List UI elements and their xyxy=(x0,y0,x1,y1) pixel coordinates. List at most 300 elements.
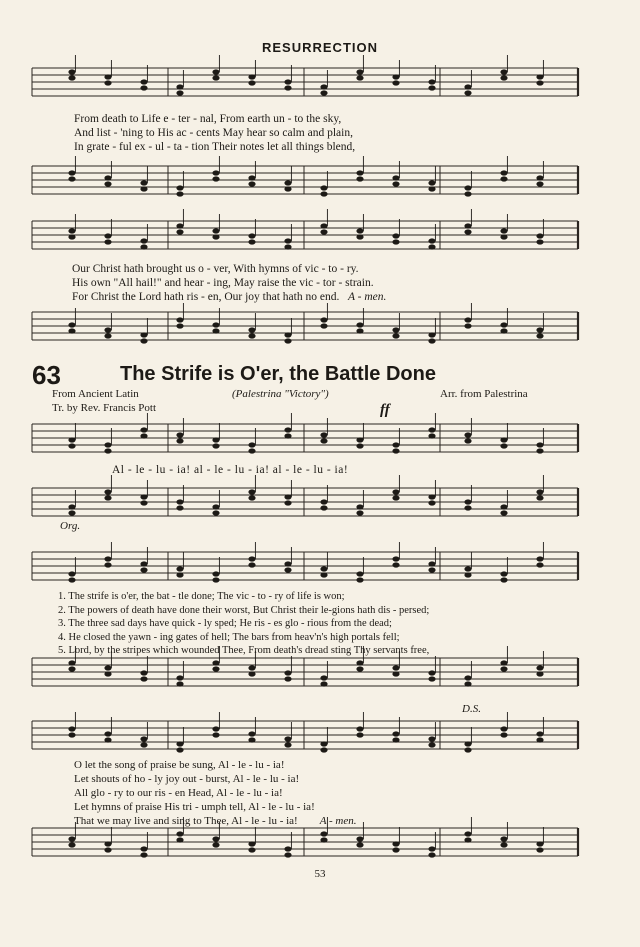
note-head xyxy=(500,571,507,576)
amen-label: A - men. xyxy=(319,815,357,827)
note-head xyxy=(176,675,183,680)
note-head xyxy=(320,747,327,752)
lyric-line: And list - 'ning to His ac - cents May hear so calm and plain, xyxy=(74,127,353,139)
note-head xyxy=(500,510,507,515)
note-head xyxy=(212,732,219,737)
note-head xyxy=(212,170,219,175)
note-head xyxy=(176,438,183,443)
note-head xyxy=(68,842,75,847)
note-head xyxy=(392,233,399,238)
note-head xyxy=(212,228,219,233)
note-head xyxy=(428,180,435,185)
note-head xyxy=(536,442,543,447)
note-head xyxy=(500,842,507,847)
bass-staff-4 xyxy=(32,652,578,692)
note-head xyxy=(356,437,363,442)
note-head xyxy=(68,510,75,515)
note-head xyxy=(320,84,327,89)
note-head xyxy=(248,74,255,79)
note-head xyxy=(248,333,255,338)
treble-staff-1 xyxy=(32,62,578,102)
note-head xyxy=(428,186,435,191)
note-head xyxy=(392,80,399,85)
note-head xyxy=(428,500,435,505)
note-head xyxy=(536,74,543,79)
note-head xyxy=(428,332,435,337)
note-head xyxy=(104,495,111,500)
note-head xyxy=(500,726,507,731)
note-head xyxy=(500,176,507,181)
note-head xyxy=(356,176,363,181)
note-head xyxy=(140,186,147,191)
note-head xyxy=(356,75,363,80)
note-head xyxy=(248,175,255,180)
note-head xyxy=(104,665,111,670)
note-head xyxy=(212,437,219,442)
note-head xyxy=(104,556,111,561)
note-head xyxy=(320,323,327,328)
note-head xyxy=(176,837,183,842)
lyric-line: Our Christ hath brought us o - ver, With hymns of vic - to - ry. xyxy=(72,263,359,275)
note-head xyxy=(464,317,471,322)
note-head xyxy=(464,572,471,577)
note-head xyxy=(428,670,435,675)
note-head xyxy=(428,79,435,84)
note-head xyxy=(320,681,327,686)
note-head xyxy=(212,571,219,576)
verse-line: 3. The three sad days have quick - ly sped; He ris - es glo - rious from the dead; xyxy=(58,618,392,629)
note-head xyxy=(140,427,147,432)
note-head xyxy=(320,499,327,504)
note-head xyxy=(248,489,255,494)
note-head xyxy=(536,731,543,736)
note-head xyxy=(68,666,75,671)
note-head xyxy=(140,736,147,741)
note-head xyxy=(248,665,255,670)
note-head xyxy=(500,170,507,175)
note-head xyxy=(68,75,75,80)
note-head xyxy=(356,732,363,737)
note-head xyxy=(536,233,543,238)
note-head xyxy=(284,567,291,572)
note-head xyxy=(500,322,507,327)
ds-marking: D.S. xyxy=(462,703,481,715)
note-head xyxy=(320,229,327,234)
note-head xyxy=(536,489,543,494)
alleluia-line: Al - le - lu - ia! al - le - lu - ia! al - le - lu - ia! xyxy=(112,464,349,476)
note-head xyxy=(140,433,147,438)
note-head xyxy=(104,671,111,676)
lyric-line: In grate - ful ex - ul - ta - tion Their notes let all things blend, xyxy=(74,141,356,153)
note-head xyxy=(248,671,255,676)
note-head xyxy=(428,561,435,566)
note-head xyxy=(536,737,543,742)
note-head xyxy=(140,85,147,90)
note-head xyxy=(176,223,183,228)
note-head xyxy=(284,742,291,747)
note-head xyxy=(104,442,111,447)
note-head xyxy=(284,561,291,566)
note-head xyxy=(212,577,219,582)
note-head xyxy=(500,328,507,333)
note-head xyxy=(500,234,507,239)
note-head xyxy=(536,327,543,332)
note-head xyxy=(500,660,507,665)
note-head xyxy=(68,234,75,239)
lyrics-block-1 xyxy=(74,112,614,154)
note-head xyxy=(284,186,291,191)
arranger-credit: Arr. from Palestrina xyxy=(440,388,528,400)
note-head xyxy=(464,499,471,504)
note-head xyxy=(356,842,363,847)
note-head xyxy=(320,572,327,577)
note-head xyxy=(320,566,327,571)
note-head xyxy=(428,427,435,432)
refrain-line: All glo - ry to our ris - en Head, Al - le - lu - ia! xyxy=(74,787,283,799)
refrain-line: O let the song of praise be sung, Al - le - lu - ia! xyxy=(74,759,285,771)
note-head xyxy=(104,181,111,186)
bass-staff-3 xyxy=(32,482,578,522)
note-head xyxy=(356,726,363,731)
note-head xyxy=(212,75,219,80)
note-head xyxy=(248,80,255,85)
section-header: RESURRECTION xyxy=(261,40,378,55)
note-head xyxy=(284,85,291,90)
note-head xyxy=(248,181,255,186)
note-head xyxy=(356,666,363,671)
note-head xyxy=(536,671,543,676)
note-head xyxy=(428,494,435,499)
note-head xyxy=(68,577,75,582)
note-head xyxy=(428,433,435,438)
note-head xyxy=(428,244,435,249)
verse-line: 4. He closed the yawn - ing gates of hell; The bars from heav'n's high portals fell; xyxy=(58,631,400,643)
note-head xyxy=(140,852,147,857)
note-head xyxy=(176,572,183,577)
note-head xyxy=(320,432,327,437)
note-head xyxy=(320,837,327,842)
note-head xyxy=(536,80,543,85)
note-head xyxy=(464,223,471,228)
note-head xyxy=(212,443,219,448)
note-head xyxy=(464,831,471,836)
note-head xyxy=(104,233,111,238)
note-head xyxy=(428,846,435,851)
refrain-line: Let shouts of ho - ly joy out - burst, Al - le - lu - ia! xyxy=(74,773,300,785)
note-head xyxy=(284,500,291,505)
note-head xyxy=(464,741,471,746)
note-head xyxy=(68,443,75,448)
note-head xyxy=(140,846,147,851)
note-head xyxy=(464,229,471,234)
note-head xyxy=(68,660,75,665)
note-head xyxy=(284,494,291,499)
note-head xyxy=(68,732,75,737)
treble-staff-5 xyxy=(32,715,578,755)
note-head xyxy=(248,239,255,244)
hymn-number: 63 xyxy=(32,360,61,390)
note-head xyxy=(356,322,363,327)
note-head xyxy=(392,74,399,79)
note-head xyxy=(212,322,219,327)
note-head xyxy=(68,328,75,333)
note-head xyxy=(392,562,399,567)
note-head xyxy=(356,228,363,233)
note-head xyxy=(392,239,399,244)
note-head xyxy=(104,841,111,846)
note-head xyxy=(356,571,363,576)
note-head xyxy=(428,736,435,741)
note-head xyxy=(140,561,147,566)
note-head xyxy=(356,836,363,841)
note-head xyxy=(104,175,111,180)
note-head xyxy=(464,505,471,510)
note-head xyxy=(248,495,255,500)
note-head xyxy=(284,676,291,681)
note-head xyxy=(212,836,219,841)
refrain-block xyxy=(74,758,614,828)
note-head xyxy=(392,327,399,332)
note-head xyxy=(536,448,543,453)
note-head xyxy=(68,69,75,74)
note-head xyxy=(176,185,183,190)
page-number: 53 xyxy=(314,868,326,880)
note-head xyxy=(284,244,291,249)
note-head xyxy=(500,577,507,582)
note-head xyxy=(248,731,255,736)
note-head xyxy=(104,333,111,338)
note-head xyxy=(176,323,183,328)
note-head xyxy=(500,228,507,233)
note-head xyxy=(536,333,543,338)
organ-label: Org. xyxy=(60,520,81,532)
note-head xyxy=(500,732,507,737)
lyric-line: From death to Life e - ter - nal, From earth un - to the sky, xyxy=(74,113,342,125)
note-head xyxy=(356,510,363,515)
note-head xyxy=(392,556,399,561)
note-head xyxy=(104,731,111,736)
note-head xyxy=(536,841,543,846)
note-head xyxy=(140,670,147,675)
note-head xyxy=(392,442,399,447)
note-head xyxy=(104,847,111,852)
note-head xyxy=(428,567,435,572)
note-head xyxy=(356,660,363,665)
treble-staff-4 xyxy=(32,546,578,586)
note-head xyxy=(212,234,219,239)
verse-line: 1. The strife is o'er, the bat - tle done; The vic - to - ry of life is won; xyxy=(58,591,345,602)
note-head xyxy=(140,494,147,499)
note-head xyxy=(212,510,219,515)
note-head xyxy=(428,742,435,747)
note-head xyxy=(212,69,219,74)
note-head xyxy=(248,737,255,742)
note-head xyxy=(536,239,543,244)
note-head xyxy=(212,666,219,671)
note-head xyxy=(392,448,399,453)
note-head xyxy=(176,747,183,752)
note-head xyxy=(140,79,147,84)
note-head xyxy=(428,676,435,681)
refrain-line: Let hymns of praise His tri - umph tell, Al - le - lu - ia! xyxy=(74,801,315,813)
note-head xyxy=(356,328,363,333)
hymn-title: The Strife is O'er, the Battle Done xyxy=(120,363,436,385)
note-head xyxy=(464,438,471,443)
note-head xyxy=(284,180,291,185)
note-head xyxy=(284,433,291,438)
note-head xyxy=(320,185,327,190)
note-head xyxy=(428,852,435,857)
note-head xyxy=(428,85,435,90)
note-head xyxy=(536,495,543,500)
note-head xyxy=(248,448,255,453)
note-head xyxy=(68,571,75,576)
note-head xyxy=(176,681,183,686)
note-head xyxy=(104,489,111,494)
verse-line: 5. Lord, by the stripes which wounded Thee, From death's dread sting Thy servants free, xyxy=(58,645,430,656)
note-head xyxy=(176,432,183,437)
note-head xyxy=(320,191,327,196)
note-head xyxy=(140,238,147,243)
treble-staff-3 xyxy=(32,418,578,458)
note-head xyxy=(248,556,255,561)
note-head xyxy=(284,427,291,432)
note-head xyxy=(356,504,363,509)
note-head xyxy=(464,323,471,328)
note-head xyxy=(356,443,363,448)
note-head xyxy=(248,847,255,852)
note-head xyxy=(392,489,399,494)
note-head xyxy=(176,741,183,746)
note-head xyxy=(500,437,507,442)
note-head xyxy=(140,338,147,343)
note-head xyxy=(536,665,543,670)
note-head xyxy=(464,681,471,686)
note-head xyxy=(248,442,255,447)
note-head xyxy=(536,556,543,561)
note-head xyxy=(104,448,111,453)
note-head xyxy=(356,577,363,582)
note-head xyxy=(212,176,219,181)
note-head xyxy=(68,176,75,181)
note-head xyxy=(212,726,219,731)
lyric-line: For Christ the Lord hath ris - en, Our joy that hath no end. A - men. xyxy=(72,291,387,303)
note-head xyxy=(320,438,327,443)
note-head xyxy=(68,836,75,841)
note-head xyxy=(104,80,111,85)
note-head xyxy=(140,742,147,747)
note-head xyxy=(104,239,111,244)
bass-staff-2 xyxy=(32,306,578,346)
note-head xyxy=(320,741,327,746)
note-head xyxy=(356,234,363,239)
note-head xyxy=(392,665,399,670)
note-head xyxy=(248,562,255,567)
note-head xyxy=(392,737,399,742)
treble-staff-2 xyxy=(32,215,578,255)
note-head xyxy=(176,84,183,89)
note-head xyxy=(320,90,327,95)
note-head xyxy=(140,676,147,681)
note-head xyxy=(104,74,111,79)
verse-line: 2. The powers of death have done their worst, But Christ their le-gions hath dis - persed; xyxy=(58,604,430,616)
note-head xyxy=(176,499,183,504)
note-head xyxy=(500,504,507,509)
note-head xyxy=(356,170,363,175)
source-credit: From Ancient Latin xyxy=(52,388,139,400)
note-head xyxy=(464,837,471,842)
note-head xyxy=(464,566,471,571)
note-head xyxy=(464,191,471,196)
note-head xyxy=(284,736,291,741)
note-head xyxy=(140,567,147,572)
note-head xyxy=(536,847,543,852)
note-head xyxy=(176,831,183,836)
note-head xyxy=(500,69,507,74)
note-head xyxy=(464,90,471,95)
refrain-line: That we may live and sing to Thee, Al - le - lu - ia! A - men. xyxy=(74,815,357,827)
note-head xyxy=(212,842,219,847)
note-head xyxy=(68,322,75,327)
note-head xyxy=(284,338,291,343)
note-head xyxy=(284,852,291,857)
note-head xyxy=(140,180,147,185)
note-head xyxy=(68,170,75,175)
note-head xyxy=(176,229,183,234)
note-head xyxy=(176,317,183,322)
tune-name: (Palestrina "Victory") xyxy=(232,388,329,400)
note-head xyxy=(500,836,507,841)
note-head xyxy=(356,69,363,74)
note-head xyxy=(500,666,507,671)
note-head xyxy=(284,238,291,243)
amen-label: A - men. xyxy=(347,291,387,303)
note-head xyxy=(68,228,75,233)
note-head xyxy=(248,327,255,332)
note-head xyxy=(464,84,471,89)
verses-block xyxy=(58,590,598,658)
note-head xyxy=(392,175,399,180)
note-head xyxy=(140,332,147,337)
note-head xyxy=(68,437,75,442)
note-head xyxy=(428,338,435,343)
note-head xyxy=(464,747,471,752)
note-head xyxy=(392,495,399,500)
dynamic-marking: ff xyxy=(380,402,390,418)
note-head xyxy=(248,233,255,238)
note-head xyxy=(140,500,147,505)
note-head xyxy=(212,504,219,509)
note-head xyxy=(536,562,543,567)
note-head xyxy=(392,671,399,676)
note-head xyxy=(536,181,543,186)
note-head xyxy=(320,505,327,510)
note-head xyxy=(212,660,219,665)
note-head xyxy=(428,238,435,243)
note-head xyxy=(320,317,327,322)
lyric-line: His own "All hail!" and hear - ing, May raise the vic - tor - strain. xyxy=(72,277,374,289)
note-head xyxy=(464,432,471,437)
note-head xyxy=(68,504,75,509)
bass-staff-5 xyxy=(32,822,578,862)
note-head xyxy=(392,333,399,338)
note-head xyxy=(68,726,75,731)
note-head xyxy=(140,244,147,249)
note-head xyxy=(392,731,399,736)
note-head xyxy=(104,562,111,567)
note-head xyxy=(284,670,291,675)
note-head xyxy=(248,841,255,846)
